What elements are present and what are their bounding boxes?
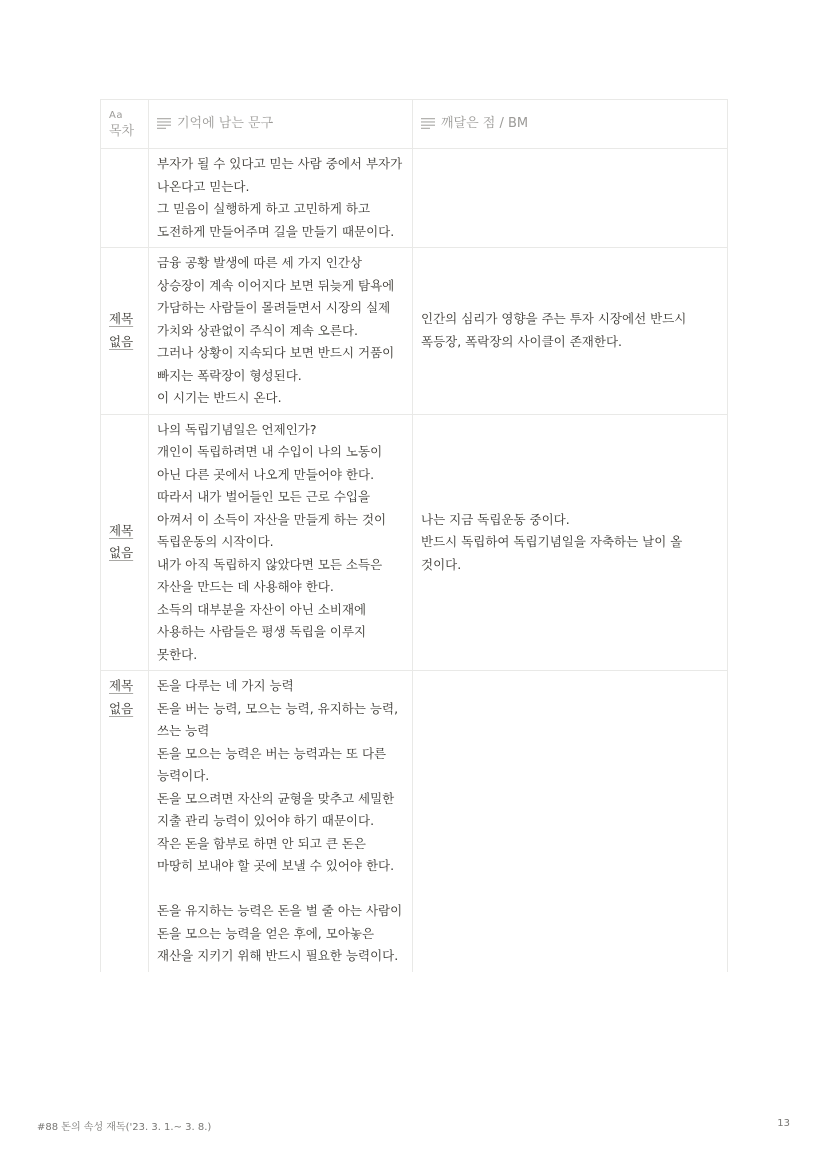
quote-line: 작은 돈을 함부로 하면 안 되고 큰 돈은 마땅히 보내야 할 곳에 보낼 수 있어야 한다. [157, 835, 395, 873]
text-lines-icon [421, 117, 435, 129]
quote-line: 돈을 모으는 능력은 버는 능력과는 또 다른 능력이다. [157, 745, 387, 783]
quote-line: 상승장이 계속 이어지다 보면 뒤늦게 탐욕에 가담하는 사람들이 몰려들면서 시장의 실제 가치와 상관없이 주식이 계속 오른다. [157, 277, 395, 338]
header-insight-label: 깨달은 점 / BM [441, 115, 529, 131]
insight-line: 반드시 독립하여 독립기념일을 자축하는 날이 올 것이다. [421, 534, 683, 572]
cell-insight[interactable] [413, 248, 728, 415]
footer-document-title: #88 돈의 속성 재독('23. 3. 1.~ 3. 8.) [37, 1122, 212, 1133]
quote-line: 내가 아직 독립하지 않았다면 모든 소득은 자산을 만드는 데 사용해야 한다. [157, 556, 383, 594]
cell-title[interactable] [101, 671, 149, 972]
insight-line: 나는 지금 독립운동 중이다. [421, 511, 570, 527]
quote-line: 그러나 상황이 지속되다 보면 반드시 거품이 빠지는 폭락장이 형성된다. [157, 345, 395, 383]
quote-line: 돈을 다루는 네 가지 능력 [157, 678, 294, 693]
cell-quote[interactable] [149, 248, 413, 415]
header-quote-label: 기억에 남는 문구 [177, 115, 274, 131]
row-title-link[interactable]: 제목 없음 [109, 522, 134, 561]
row-title-link[interactable]: 제목 없음 [109, 678, 134, 716]
cell-title[interactable] [101, 248, 149, 415]
text-property-icon: Aa [109, 110, 123, 121]
text-lines-icon [157, 117, 171, 129]
quote-line: 나의 독립기념일은 언제인가? [157, 421, 317, 437]
header-quote[interactable] [149, 100, 413, 149]
table-row [101, 149, 728, 248]
cell-insight[interactable] [413, 671, 728, 972]
insight-line: 인간의 심리가 영향을 주는 투자 시장에선 반드시 폭등장, 폭락장의 사이클이 존재한다. [421, 311, 687, 349]
table-row [101, 248, 728, 415]
quote-line: 돈을 유지하는 능력은 돈을 벌 줄 아는 사람이 돈을 모으는 능력을 얻은 후에, 모아놓은 재산을 지키기 위해 반드시 필요한 능력이다. [157, 903, 403, 963]
quote-line: 돈을 모으려면 자산의 균형을 맞추고 세밀한 지출 관리 능력이 있어야 하기 때문이다. [157, 790, 395, 828]
notes-table [100, 99, 728, 972]
cell-quote[interactable] [149, 414, 413, 671]
row-title-link[interactable]: 제목 없음 [109, 311, 134, 349]
quote-line: 개인이 독립하려면 내 수입이 나의 노동이 아닌 다른 곳에서 나오게 만들어야 한다. [157, 444, 383, 482]
header-toc[interactable] [101, 100, 149, 149]
quote-line: 금융 공황 발생에 따른 세 가지 인간상 [157, 255, 362, 270]
quote-line [157, 878, 404, 901]
footer-page-number: 13 [777, 1118, 790, 1129]
table-header-row [101, 100, 728, 149]
table-row [101, 414, 728, 671]
header-insight[interactable] [413, 100, 728, 149]
quote-line: 따라서 내가 벌어들인 모든 근로 수입을 아껴서 이 소득이 자산을 만들게 하는 것이 독립운동의 시작이다. [157, 489, 387, 549]
cell-quote[interactable] [149, 149, 413, 248]
header-toc-label: 목차 [109, 124, 135, 139]
quote-line: 이 시기는 반드시 온다. [157, 390, 282, 405]
quote-line: 소득의 대부분을 자산이 아닌 소비재에 사용하는 사람들은 평생 독립을 이루지 못한다. [157, 601, 367, 662]
quote-line: 그 믿음이 실행하게 하고 고민하게 하고 도전하게 만들어주며 길을 만들기 때문이다. [157, 201, 395, 239]
cell-title[interactable] [101, 414, 149, 671]
quote-line: 부자가 될 수 있다고 믿는 사람 중에서 부자가 나온다고 믿는다. [157, 156, 403, 194]
quote-line: 돈을 버는 능력, 모으는 능력, 유지하는 능력, 쓰는 능력 [157, 700, 399, 738]
cell-title[interactable] [101, 149, 149, 248]
cell-quote[interactable] [149, 671, 413, 972]
table-row [101, 671, 728, 972]
cell-insight[interactable] [413, 149, 728, 248]
cell-insight[interactable] [413, 414, 728, 671]
